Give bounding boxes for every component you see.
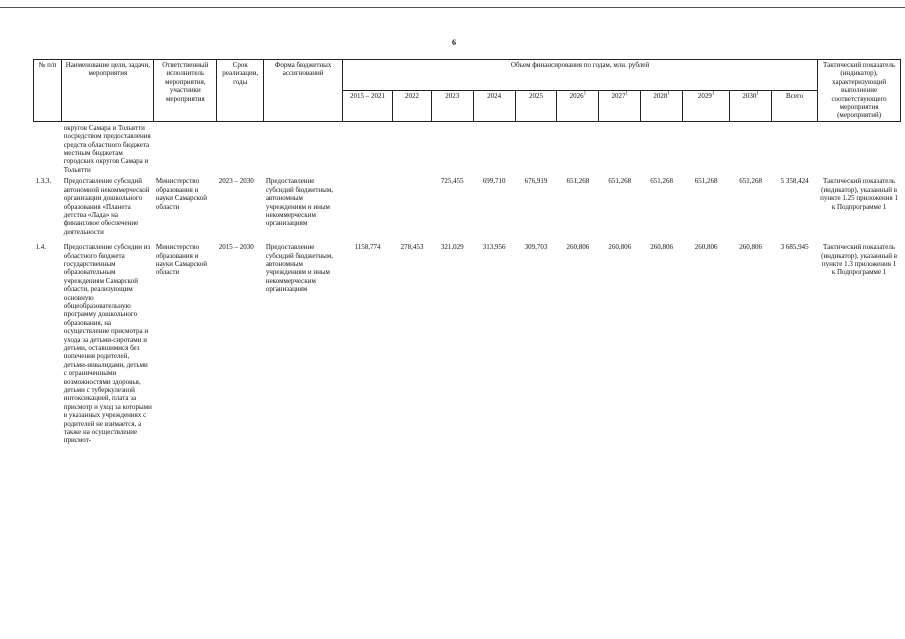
value-2027: 260,806 — [608, 243, 632, 252]
financing-table — [33, 59, 901, 446]
row-form: Предоставление субсидий бюджетным, автономным учреждениям и иным некоммерческим организациям — [265, 243, 334, 294]
row-period: 2015 – 2030 — [218, 243, 254, 252]
year-header-7 — [641, 90, 683, 121]
year-label: 2015 – 2021 — [349, 91, 385, 100]
year-header-4 — [515, 90, 557, 121]
year-header-0 — [342, 90, 392, 121]
year-header-5 — [557, 90, 599, 121]
row-num: 1.3.3. — [35, 177, 52, 186]
value-2027: 651,268 — [608, 177, 632, 186]
year-footnote-mark: 1 — [625, 91, 629, 97]
header-form: Форма бюджетных ассигнований — [264, 60, 343, 122]
header-indicator: Тактический показатель (индикатор), характеризующий выполнение соответствующего мероприятия (мероприятий) — [818, 60, 901, 122]
year-label: 2029 — [697, 91, 712, 100]
value-2024: 313,956 — [482, 243, 506, 252]
year-label: 2026 — [569, 91, 584, 100]
table-row-1-4 — [34, 237, 901, 446]
year-label: 2024 — [487, 91, 502, 100]
year-label: 2025 — [529, 91, 544, 100]
year-header-2 — [431, 90, 473, 121]
year-label: 2030 — [742, 91, 757, 100]
year-footnote-mark: 1 — [583, 91, 587, 97]
row-indicator: Тактический показатель (индикатор), указанный в пункте 1.25 приложения 1 к Подпрограмме 1 — [820, 177, 898, 211]
header-name: Наименование цели, задачи, мероприятия — [62, 60, 154, 122]
header-funding: Объем финансирования по годам, млн. рублей — [342, 60, 817, 91]
row-name: Предоставление субсидий автономной некоммерческой организации дошкольного образования «Планета детства «Лада» на финансовое обеспечение деятельности — [63, 177, 150, 236]
year-header-10 — [772, 90, 818, 121]
year-label: 2027 — [611, 91, 626, 100]
value-2026: 651,268 — [566, 177, 590, 186]
value-2022 — [393, 175, 432, 237]
value-2023: 725,455 — [440, 177, 464, 186]
value-2030: 260,806 — [739, 243, 763, 252]
header-executor: Ответственный исполнитель мероприятия, участники мероприятия — [154, 60, 217, 122]
continuation-text: округов Самара и Тольятти посредством предоставления средств областного бюджета местным бюджетам городских округов Самара и Тольятти — [63, 123, 151, 174]
year-label: 2022 — [404, 91, 419, 100]
table-row-continuation — [34, 121, 901, 175]
row-indicator: Тактический показатель (индикатор), указанный в пункте 1.3 приложения 1 к Подпрограмме 1 — [821, 243, 898, 277]
row-period: 2023 – 2030 — [218, 177, 254, 186]
year-footnote-mark: 1 — [667, 91, 670, 97]
value-total: 5 358,424 — [780, 177, 809, 186]
value-2030: 651,268 — [739, 177, 763, 186]
scan-edge-line — [0, 7, 905, 8]
year-header-3 — [473, 90, 515, 121]
value-2015-2021: 1158,774 — [354, 243, 381, 252]
row-num: 1.4. — [35, 243, 46, 252]
year-header-6 — [599, 90, 641, 121]
row-executor: Министерство образования и науки Самарской области — [155, 177, 207, 211]
year-header-1 — [393, 90, 432, 121]
value-2023: 321,029 — [440, 243, 464, 252]
value-2026: 260,806 — [566, 243, 590, 252]
year-footnote-mark: 1 — [711, 91, 715, 97]
value-total: 3 685,945 — [780, 243, 809, 252]
value-2028: 651,268 — [650, 177, 674, 186]
header-num: № п/п — [34, 60, 62, 122]
year-footnote-mark: 1 — [756, 91, 759, 97]
year-label: 2028 — [653, 91, 668, 100]
page-number: 6 — [452, 38, 456, 47]
value-2025: 309,703 — [524, 243, 548, 252]
header-period: Срок реализации, годы — [217, 60, 264, 122]
value-2028: 260,806 — [650, 243, 674, 252]
row-form: Предоставление субсидий бюджетным, автономным учреждениям и иным некоммерческим организациям — [265, 177, 334, 228]
year-header-8 — [683, 90, 730, 121]
value-2015-2021 — [342, 175, 392, 237]
row-executor: Министерство образования и науки Самарской области — [155, 243, 207, 277]
year-label: 2023 — [445, 91, 460, 100]
value-2029: 260,806 — [694, 243, 718, 252]
value-2024: 699,710 — [482, 177, 506, 186]
year-label: Всего — [786, 91, 804, 100]
table-row-1-3-3 — [34, 175, 901, 237]
row-name: Предоставление субсидии из областного бюджета государственным образовательным учреждениям Самарской области, реализующим основную общеобразовательную программу дошкольного образования, на осуществление присмотра и ухода за детьми-сиротами и детьми, оставшимися без попечения родителей, детьми-инвалидами, детьми с ограниченными возможностями здоровья, детьми с туберкулезной интоксикацией, плата за присмотр и уход за которыми в указанных учреждениях с родителей не взимается, а также на осуществление присмот- — [63, 243, 152, 445]
value-2025: 676,919 — [524, 177, 548, 186]
value-2029: 651,268 — [694, 177, 718, 186]
value-2022: 278,453 — [400, 243, 424, 252]
year-header-9 — [730, 90, 772, 121]
